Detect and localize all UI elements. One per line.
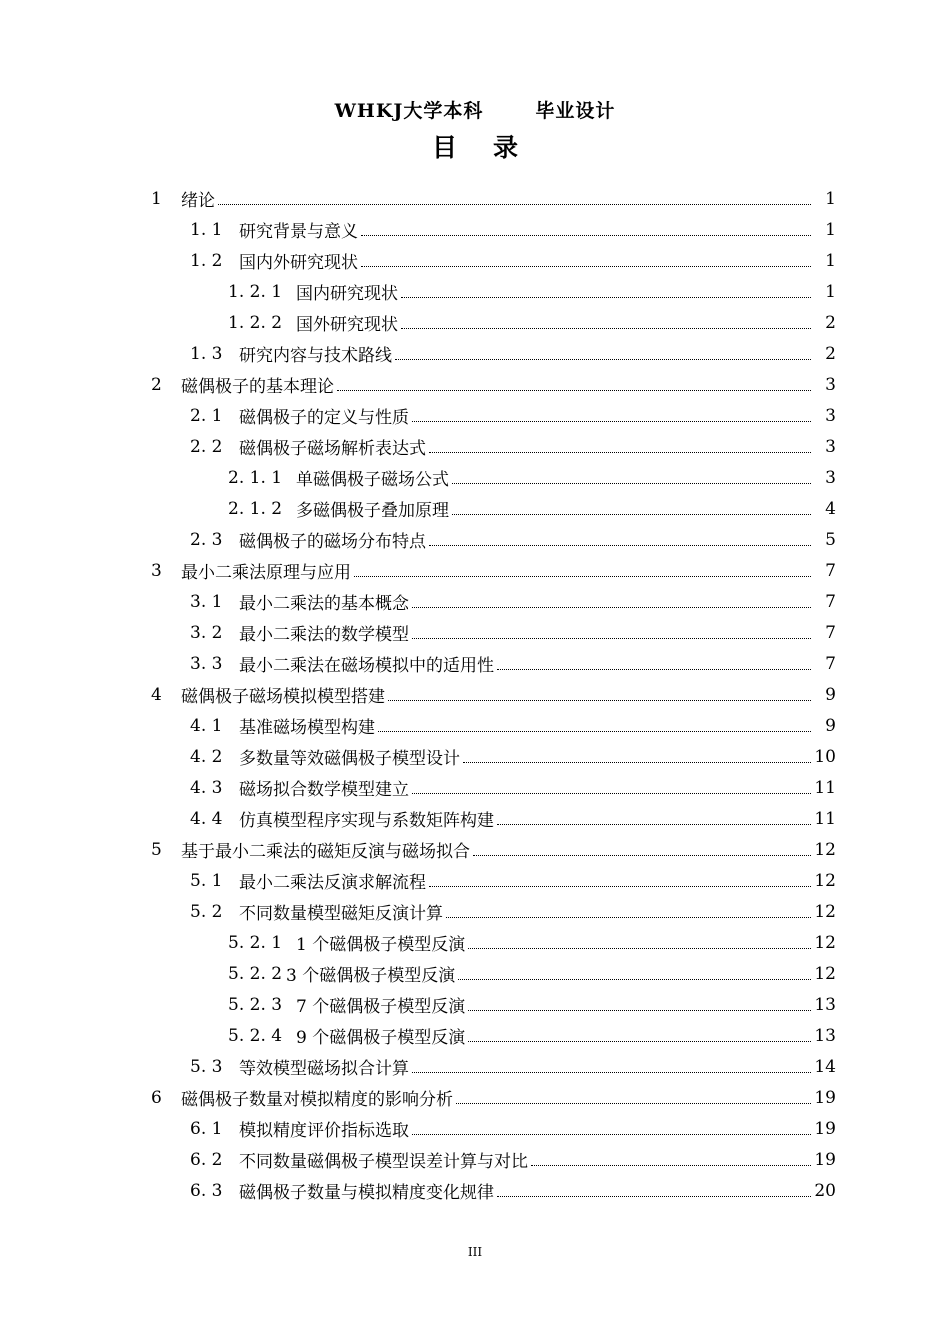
toc-entry[interactable] [0, 648, 836, 679]
toc-entry-page: 4 [825, 498, 836, 519]
toc-entry[interactable] [0, 1175, 836, 1206]
toc-entry[interactable] [0, 431, 836, 462]
toc-entry-number: 5. 2. 3 [228, 994, 283, 1015]
toc-entry-number: 4 [151, 684, 162, 705]
toc-entry[interactable] [0, 1144, 836, 1175]
toc-dot-leader [337, 390, 811, 391]
toc-entry-title: 最小二乘法的基本概念 [239, 594, 409, 614]
header-school: WHKJ大学本科 [334, 100, 484, 122]
toc-dot-leader [412, 793, 811, 794]
toc-dot-leader [401, 297, 811, 298]
toc-entry[interactable] [0, 679, 836, 710]
toc-dot-leader [468, 948, 811, 949]
toc-entry-title: 基准磁场模型构建 [239, 718, 375, 738]
toc-entry-title: 最小二乘法的数学模型 [239, 625, 409, 645]
toc-entry[interactable] [0, 1113, 836, 1144]
toc-entry-title: 磁偶极子的磁场分布特点 [239, 532, 426, 552]
toc-entry[interactable] [0, 896, 836, 927]
toc-entry-title: 多磁偶极子叠加原理 [296, 501, 449, 521]
toc-entry-page: 19 [814, 1118, 836, 1139]
toc-dot-leader [378, 731, 811, 732]
toc-entry-title: 磁偶极子的定义与性质 [239, 408, 409, 428]
toc-dot-leader [412, 638, 811, 639]
toc-entry[interactable] [0, 710, 836, 741]
toc-entry-number: 2. 1. 1 [228, 467, 283, 488]
toc-entry-page: 19 [814, 1149, 836, 1170]
toc-dot-leader [452, 514, 811, 515]
toc-entry-title: 最小二乘法原理与应用 [181, 563, 351, 583]
toc-entry-page: 20 [814, 1180, 836, 1201]
title-char-2: 录 [493, 133, 519, 162]
toc-entry-title: 基于最小二乘法的磁矩反演与磁场拟合 [181, 842, 470, 862]
toc-entry-number: 2. 3 [190, 529, 223, 550]
toc-entry-title: 7 个磁偶极子模型反演 [296, 997, 466, 1017]
toc-entry[interactable] [0, 865, 836, 896]
page-header [0, 96, 950, 123]
toc-entry-number: 2. 2 [190, 436, 223, 457]
toc-entry-title: 等效模型磁场拟合计算 [239, 1059, 409, 1079]
toc-entry-title: 磁偶极子磁场模拟模型搭建 [181, 687, 385, 707]
toc-dot-leader [473, 855, 811, 856]
toc-dot-leader [497, 669, 811, 670]
toc-entry-title: 绪论 [181, 191, 215, 211]
toc-entry[interactable] [0, 524, 836, 555]
page-title [0, 128, 950, 164]
toc-entry[interactable] [0, 772, 836, 803]
toc-entry[interactable] [0, 741, 836, 772]
toc-entry-title: 磁偶极子的基本理论 [181, 377, 334, 397]
toc-entry-number: 2. 1. 2 [228, 498, 283, 519]
toc-entry-page: 19 [814, 1087, 836, 1108]
toc-dot-leader [458, 979, 811, 980]
toc-dot-leader [412, 607, 811, 608]
toc-dot-leader [446, 917, 811, 918]
toc-entry[interactable] [0, 307, 836, 338]
toc-entry-page: 9 [825, 684, 836, 705]
toc-dot-leader [412, 1134, 811, 1135]
toc-entry[interactable] [0, 400, 836, 431]
toc-entry-page: 14 [814, 1056, 836, 1077]
toc-entry-number: 3. 2 [190, 622, 223, 643]
toc-entry-page: 1 [825, 219, 836, 240]
toc-dot-leader [429, 545, 811, 546]
toc-entry-number: 4. 2 [190, 746, 223, 767]
toc-entry-title: 研究内容与技术路线 [239, 346, 392, 366]
toc-dot-leader [218, 204, 811, 205]
toc-entry[interactable] [0, 369, 836, 400]
toc-dot-leader [388, 700, 811, 701]
toc-entry-page: 10 [814, 746, 836, 767]
toc-entry-page: 3 [825, 374, 836, 395]
toc-entry-number: 6 [151, 1087, 162, 1108]
toc-entry-title: 最小二乘法在磁场模拟中的适用性 [239, 656, 494, 676]
header-design: 毕业设计 [535, 100, 616, 122]
toc-entry-title: 国内研究现状 [296, 284, 398, 304]
toc-entry-number: 1. 2 [190, 250, 223, 271]
toc-entry-title: 国外研究现状 [296, 315, 398, 335]
toc-entry[interactable] [0, 555, 836, 586]
toc-entry-number: 6. 3 [190, 1180, 223, 1201]
toc-entry-title: 1 个磁偶极子模型反演 [296, 935, 466, 955]
toc-entry-number: 5. 2. 2 [228, 963, 283, 984]
toc-dot-leader [497, 824, 811, 825]
toc-entry[interactable] [0, 493, 836, 524]
toc-dot-leader [412, 1072, 811, 1073]
toc-entry-page: 1 [825, 188, 836, 209]
toc-entry[interactable] [0, 276, 836, 307]
toc-entry-number: 5. 2. 4 [228, 1025, 283, 1046]
toc-entry-page: 7 [825, 591, 836, 612]
toc-dot-leader [354, 576, 811, 577]
toc-entry-page: 3 [825, 467, 836, 488]
toc-entry-number: 3. 3 [190, 653, 223, 674]
toc-entry-number: 4. 1 [190, 715, 223, 736]
toc-dot-leader [412, 421, 811, 422]
toc-entry-title: 磁偶极子磁场解析表达式 [239, 439, 426, 459]
toc-entry-number: 5. 2. 1 [228, 932, 283, 953]
toc-entry-title: 磁偶极子数量与模拟精度变化规律 [239, 1183, 494, 1203]
toc-entry[interactable] [0, 927, 836, 958]
toc-entry-title: 多数量等效磁偶极子模型设计 [239, 749, 460, 769]
toc-entry-number: 4. 3 [190, 777, 223, 798]
toc-dot-leader [361, 266, 811, 267]
toc-entry[interactable] [0, 617, 836, 648]
toc-entry-number: 5. 3 [190, 1056, 223, 1077]
toc-entry-title: 仿真模型程序实现与系数矩阵构建 [239, 811, 494, 831]
toc-entry-number: 5 [151, 839, 162, 860]
toc-entry-page: 12 [814, 932, 836, 953]
toc-entry-page: 12 [814, 839, 836, 860]
toc-entry-page: 11 [814, 777, 836, 798]
toc-dot-leader [463, 762, 811, 763]
toc-entry-number: 3. 1 [190, 591, 223, 612]
toc-entry[interactable] [0, 958, 836, 989]
toc-entry-number: 1 [151, 188, 162, 209]
toc-entry-page: 7 [825, 653, 836, 674]
toc-entry[interactable] [0, 834, 836, 865]
toc-entry[interactable] [0, 1082, 836, 1113]
toc-entry-number: 6. 2 [190, 1149, 223, 1170]
toc-entry-page: 7 [825, 560, 836, 581]
title-char-1: 目 [431, 133, 457, 162]
toc-entry-title: 磁场拟合数学模型建立 [239, 780, 409, 800]
toc-entry-number: 1. 1 [190, 219, 223, 240]
toc-entry-page: 13 [814, 1025, 836, 1046]
toc-entry-number: 5. 1 [190, 870, 223, 891]
toc-entry-title: 不同数量磁偶极子模型误差计算与对比 [239, 1152, 528, 1172]
toc-entry-title: 磁偶极子数量对模拟精度的影响分析 [181, 1090, 453, 1110]
toc-entry[interactable] [0, 214, 836, 245]
toc-entry-number: 2 [151, 374, 162, 395]
toc-entry-page: 2 [825, 343, 836, 364]
toc-entry-title: 单磁偶极子磁场公式 [296, 470, 449, 490]
toc-entry-page: 11 [814, 808, 836, 829]
toc-entry-page: 1 [825, 281, 836, 302]
toc-entry[interactable] [0, 245, 836, 276]
toc-entry-number: 1. 2. 2 [228, 312, 283, 333]
toc-entry[interactable] [0, 989, 836, 1020]
toc-dot-leader [468, 1010, 811, 1011]
toc-entry[interactable] [0, 462, 836, 493]
toc-dot-leader [395, 359, 811, 360]
toc-entry-page: 12 [814, 901, 836, 922]
toc-entry-page: 1 [825, 250, 836, 271]
toc-entry[interactable] [0, 803, 836, 834]
toc-dot-leader [361, 235, 811, 236]
toc-entry-title: 3 个磁偶极子模型反演 [286, 966, 456, 986]
toc-entry-number: 4. 4 [190, 808, 223, 829]
toc-entry-page: 13 [814, 994, 836, 1015]
toc-dot-leader [497, 1196, 811, 1197]
toc-entry-page: 12 [814, 963, 836, 984]
toc-dot-leader [429, 452, 811, 453]
toc-entry-page: 9 [825, 715, 836, 736]
toc-entry-number: 2. 1 [190, 405, 223, 426]
toc-entry-title: 国内外研究现状 [239, 253, 358, 273]
toc-entry-title: 最小二乘法反演求解流程 [239, 873, 426, 893]
toc-dot-leader [452, 483, 811, 484]
toc-entry[interactable] [0, 183, 836, 214]
page-number: III [467, 1245, 483, 1259]
toc-entry[interactable] [0, 1051, 836, 1082]
toc-entry-number: 3 [151, 560, 162, 581]
toc-entry-page: 5 [825, 529, 836, 550]
toc-entry-page: 12 [814, 870, 836, 891]
toc-entry-number: 1. 3 [190, 343, 223, 364]
toc-dot-leader [401, 328, 811, 329]
toc-entry-title: 9 个磁偶极子模型反演 [296, 1028, 466, 1048]
toc-entry-number: 6. 1 [190, 1118, 223, 1139]
toc-entry[interactable] [0, 586, 836, 617]
toc-entry-page: 7 [825, 622, 836, 643]
toc-entry-title: 研究背景与意义 [239, 222, 358, 242]
toc-dot-leader [531, 1165, 811, 1166]
toc-dot-leader [468, 1041, 811, 1042]
toc-entry[interactable] [0, 1020, 836, 1051]
toc-dot-leader [429, 886, 811, 887]
toc-entry-page: 3 [825, 436, 836, 457]
toc-entry-title: 模拟精度评价指标选取 [239, 1121, 409, 1141]
toc-entry-page: 2 [825, 312, 836, 333]
toc-entry-page: 3 [825, 405, 836, 426]
toc-dot-leader [456, 1103, 811, 1104]
toc-entry-number: 5. 2 [190, 901, 223, 922]
toc-entry[interactable] [0, 338, 836, 369]
toc-entry-title: 不同数量模型磁矩反演计算 [239, 904, 443, 924]
toc-entry-number: 1. 2. 1 [228, 281, 283, 302]
